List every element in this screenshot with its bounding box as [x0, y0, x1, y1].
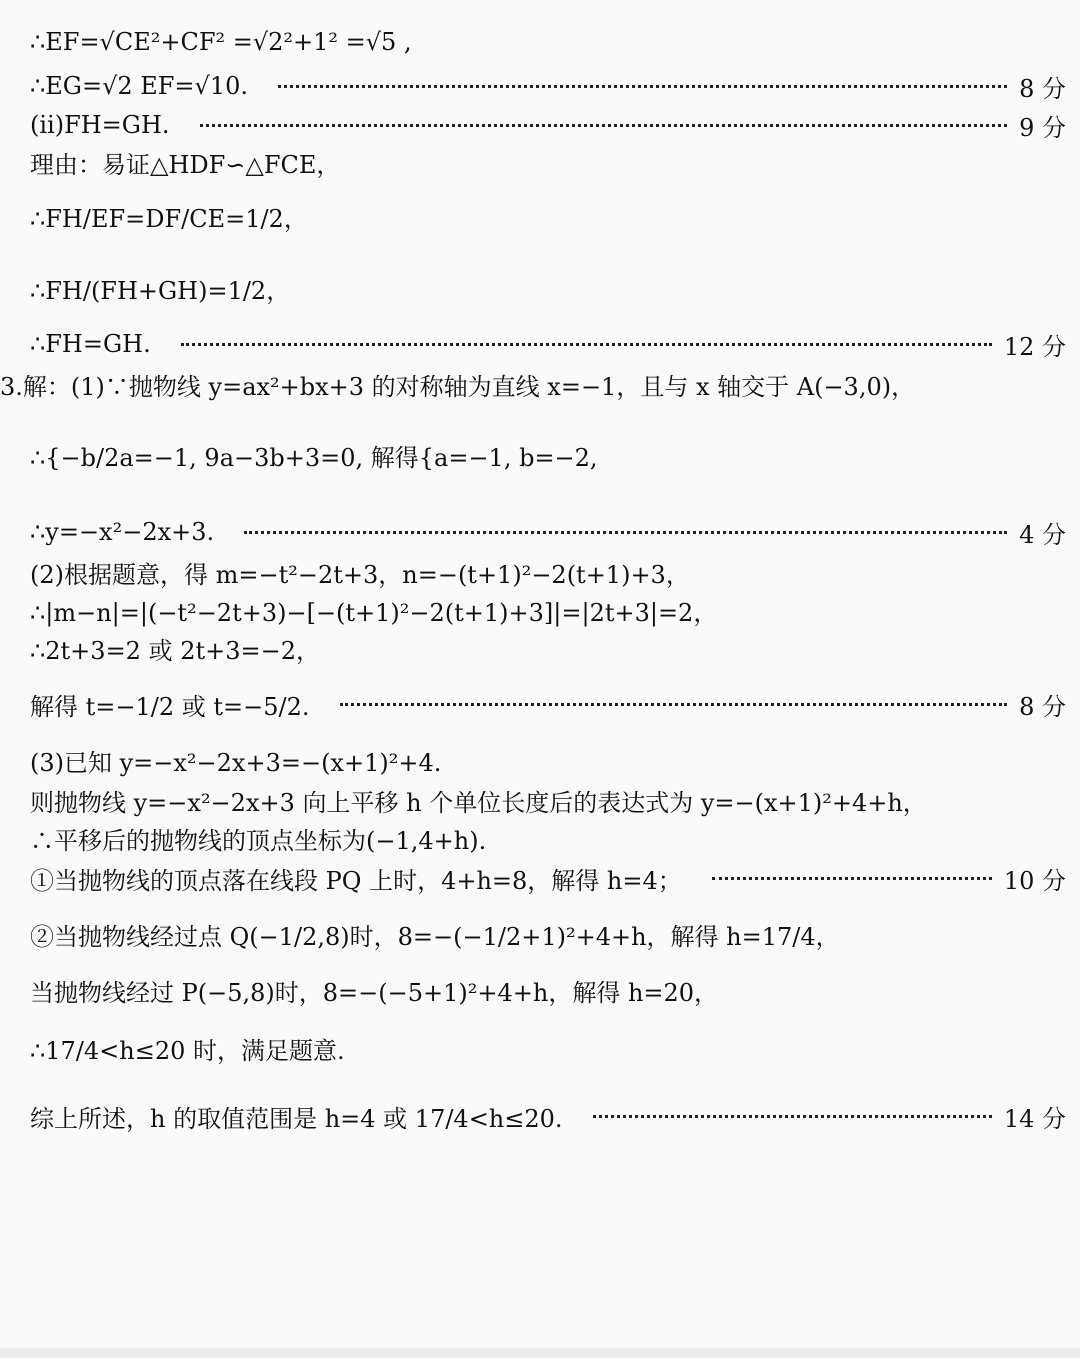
line-text: 解得 t=−1/2 或 t=−5/2.: [30, 692, 310, 721]
dotted-leader: [244, 531, 1007, 534]
line-text: ∴FH=GH.: [30, 330, 151, 358]
solution-line: [30, 818, 1066, 858]
dotted-leader: [340, 703, 1008, 706]
solution-line: [30, 410, 1066, 500]
solution-line: [30, 66, 1066, 106]
solution-line: [30, 1086, 1066, 1146]
line-text: 当抛物线经过 P(−5,8)时，8=−(−5+1)²+4+h，解得 h=20，: [30, 978, 719, 1007]
solution-line: [30, 186, 1066, 246]
line-text: ②当抛物线经过点 Q(−1/2,8)时，8=−(−1/2+1)²+4+h，解得 h=17/4，: [30, 922, 840, 951]
score-label: 4 分: [1019, 520, 1066, 549]
score-label: 9 分: [1019, 113, 1066, 142]
dotted-leader: [181, 343, 992, 346]
score-label: 10 分: [1003, 866, 1066, 895]
page-bottom-edge: [0, 1348, 1080, 1358]
line-text: ∴EF=√CE²+CF² =√2²+1² =√5 ,: [30, 28, 412, 56]
line-text: (3)已知 y=−x²−2x+3=−(x+1)²+4.: [30, 748, 442, 777]
line-text: 理由：易证△HDF∽△FCE，: [30, 150, 341, 179]
line-text: ∴EG=√2 EF=√10.: [30, 72, 249, 100]
dotted-leader: [200, 124, 1008, 127]
line-text: ∴平移后的抛物线的顶点坐标为(−1,4+h).: [30, 826, 487, 855]
solution-line: [30, 142, 1066, 182]
solution-line: [30, 512, 1066, 552]
solution-line: [30, 324, 1066, 364]
solution-line: [30, 740, 1066, 780]
solution-line: [30, 904, 1066, 964]
line-text: ∴|m−n|=|(−t²−2t+3)−[−(t+1)²−2(t+1)+3]|=|2t+3|=2，: [30, 598, 718, 627]
line-text: ①当抛物线的顶点落在线段 PQ 上时，4+h=8，解得 h=4；: [30, 866, 682, 895]
solution-line: [30, 858, 1066, 898]
dotted-leader: [712, 877, 992, 880]
line-text: ∴2t+3=2 或 2t+3=−2，: [30, 636, 320, 665]
dotted-leader: [278, 85, 1007, 88]
dotted-leader: [593, 1115, 992, 1118]
line-text: 综上所述，h 的取值范围是 h=4 或 17/4<h≤20.: [30, 1104, 563, 1133]
line-text: ∴y=−x²−2x+3.: [30, 518, 215, 546]
solution-line: [30, 105, 1066, 145]
solution-line: [30, 258, 1066, 318]
solution-line: [30, 552, 1066, 592]
line-text: ∴FH/(FH+GH)=1/2，: [30, 276, 291, 305]
solution-line: [30, 628, 1066, 668]
line-text: ∴17/4<h≤20 时，满足题意.: [30, 1036, 345, 1065]
solution-line: [30, 1018, 1066, 1078]
line-text: ∴FH/EF=DF/CE=1/2，: [30, 204, 308, 233]
solution-line: [30, 970, 1066, 1010]
line-text: (ⅱ)FH=GH.: [30, 111, 170, 139]
score-label: 12 分: [1003, 332, 1066, 361]
line-text: (2)根据题意，得 m=−t²−2t+3，n=−(t+1)²−2(t+1)+3，: [30, 560, 690, 589]
solution-line: [30, 590, 1066, 630]
score-label: 14 分: [1003, 1104, 1066, 1133]
line-text: 则抛物线 y=−x²−2x+3 向上平移 h 个单位长度后的表达式为 y=−(x+1)²+4+h，: [30, 788, 927, 817]
solution-line: [0, 364, 1066, 404]
line-text: 3.解：(1)∵抛物线 y=ax²+bx+3 的对称轴为直线 x=−1，且与 x 轴交于 A(−3,0)，: [0, 372, 916, 401]
solution-line: [30, 22, 1066, 62]
solution-line: [30, 674, 1066, 734]
score-label: 8 分: [1019, 74, 1066, 103]
score-label: 8 分: [1019, 692, 1066, 721]
line-text: ∴{−b/2a=−1, 9a−3b+3=0, 解得{a=−1, b=−2,: [30, 443, 598, 472]
solution-line: [30, 780, 1066, 820]
